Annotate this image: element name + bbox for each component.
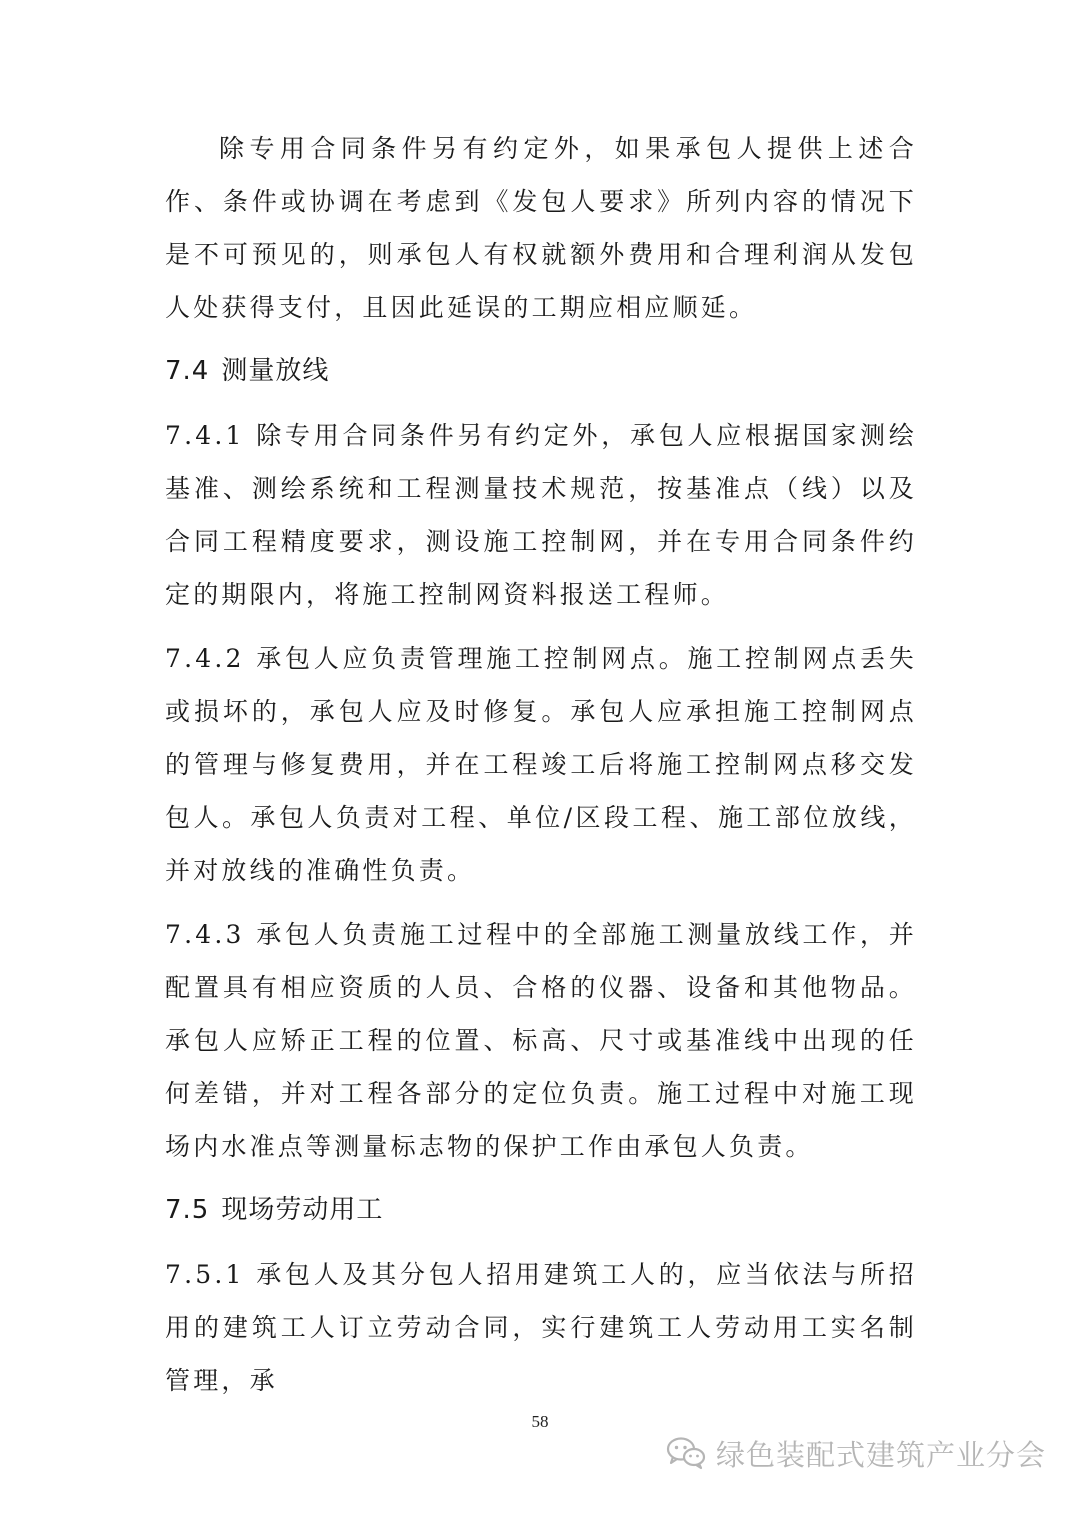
section-title: 现场劳动用工 (221, 1195, 384, 1225)
section-heading-7-5 (165, 1184, 917, 1237)
clause-7-4-3: 7.4.3 承包人负责施工过程中的全部施工测量放线工作，并配置具有相应资质的人员、合格的仪器、设备和其他物品。承包人应矫正工程的位置、标高、尺寸或基准线中出现的任何差错，并对工程各部分的定位负责。施工过程中对施工现场内水准点等测量标志物的保护工作由承包人负责。 (165, 920, 917, 1161)
clause-7-5-1: 7.5.1 承包人及其分包人招用建筑工人的，应当依法与所招用的建筑工人订立劳动合同，实行建筑工人劳动用工实名制管理，承 (165, 1260, 917, 1395)
document-body (165, 122, 917, 1418)
section-number: 7.4 (165, 356, 210, 386)
watermark-text: 绿色装配式建筑产业分会 (715, 1437, 1046, 1472)
watermark (666, 1428, 1046, 1478)
section-title: 测量放线 (221, 356, 330, 386)
page-number: 58 (531, 1412, 549, 1431)
section-number: 7.5 (165, 1195, 210, 1225)
clause-7-4-1: 7.4.1 除专用合同条件另有约定外，承包人应根据国家测绘基准、测绘系统和工程测量技术规范，按基准点（线）以及合同工程精度要求，测设施工控制网，并在专用合同条件约定的期限内，将施工控制网资料报送工程师。 (165, 421, 917, 609)
paragraph-intro: 除专用合同条件另有约定外，如果承包人提供上述合作、条件或协调在考虑到《发包人要求》所列内容的情况下是不可预见的，则承包人有权就额外费用和合理利润从发包人处获得支付，且因此延误的工期应相应顺延。 (165, 134, 917, 322)
wechat-icon (666, 1436, 706, 1470)
section-heading-7-4 (165, 345, 917, 398)
clause-7-4-2: 7.4.2 承包人应负责管理施工控制网点。施工控制网点丢失或损坏的，承包人应及时修复。承包人应承担施工控制网点的管理与修复费用，并在工程竣工后将施工控制网点移交发包人。承包人负责对工程、单位/区段工程、施工部位放线，并对放线的准确性负责。 (165, 644, 917, 885)
